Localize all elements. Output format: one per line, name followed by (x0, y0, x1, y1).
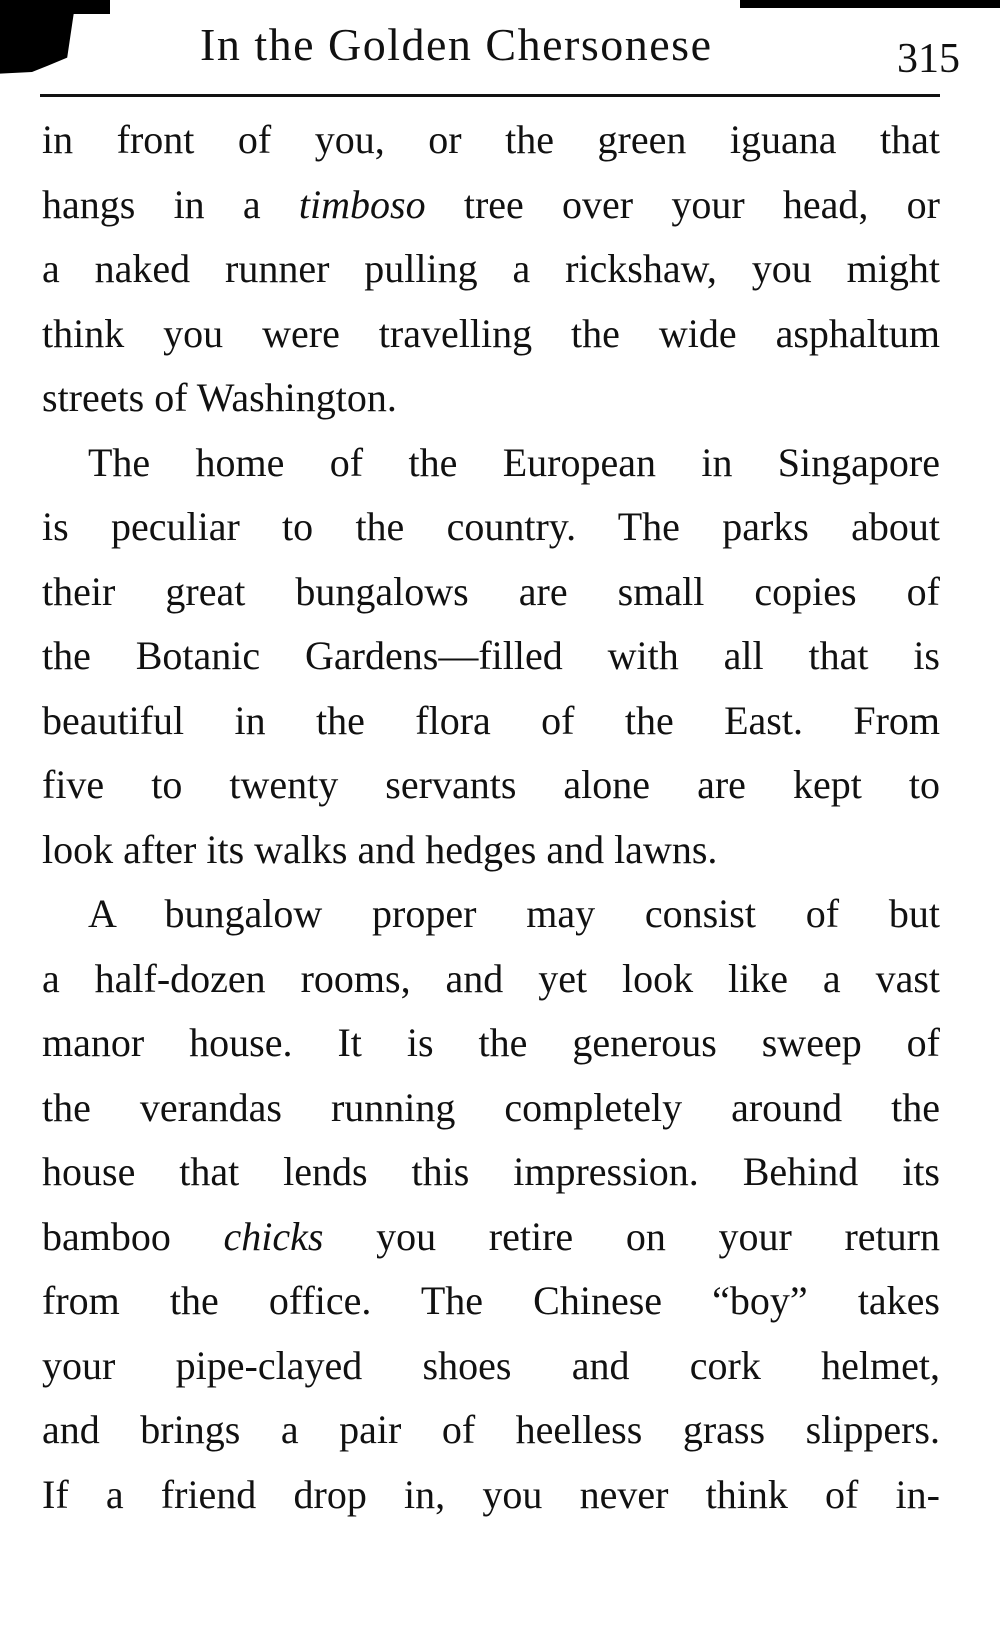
scan-artifact (0, 0, 80, 80)
text-line: look after its walks and hedges and lawns. (42, 826, 718, 872)
text-line: your pipe-clayed shoes and cork helmet, (42, 1342, 940, 1388)
running-title: In the Golden Chersonese (200, 19, 713, 70)
paragraph-start-line: The home of the European in Singapore (88, 439, 940, 485)
italic-word: timboso (298, 181, 426, 227)
body-text (42, 108, 940, 1527)
text-line: their great bungalows are small copies of (42, 568, 940, 614)
text-line: the verandas running completely around the (42, 1084, 940, 1130)
text-line: bamboo chicks you retire on your return (42, 1213, 940, 1259)
text-line: If a friend drop in, you never think of in- (42, 1471, 940, 1517)
page-number: 315 (897, 36, 960, 82)
text-line: beautiful in the flora of the East. From (42, 697, 940, 743)
text-line: hangs in a timboso tree over your head, or (42, 181, 940, 227)
text-line: and brings a pair of heelless grass slippers. (42, 1407, 940, 1452)
text-line: a naked runner pulling a rickshaw, you might (42, 246, 940, 291)
header-rule (40, 94, 940, 97)
text-line: think you were travelling the wide asphaltum (42, 310, 940, 356)
text-line: is peculiar to the country. The parks about (42, 504, 940, 549)
scan-artifact (740, 0, 1000, 8)
text-line: house that lends this impression. Behind its (42, 1149, 940, 1194)
text-line: manor house. It is the generous sweep of (42, 1020, 940, 1065)
italic-word: chicks (223, 1213, 324, 1259)
text-line: streets of Washington. (42, 375, 397, 420)
text-line: in front of you, or the green iguana that (42, 117, 940, 162)
text-line: five to twenty servants alone are kept to (42, 762, 940, 807)
text-line: the Botanic Gardens—filled with all that is (42, 633, 940, 678)
scan-artifact (70, 0, 110, 14)
text-line: from the office. The Chinese “boy” takes (42, 1278, 940, 1323)
paragraph-start-line: A bungalow proper may consist of but (88, 891, 940, 936)
text-line: a half-dozen rooms, and yet look like a vast (42, 955, 940, 1001)
